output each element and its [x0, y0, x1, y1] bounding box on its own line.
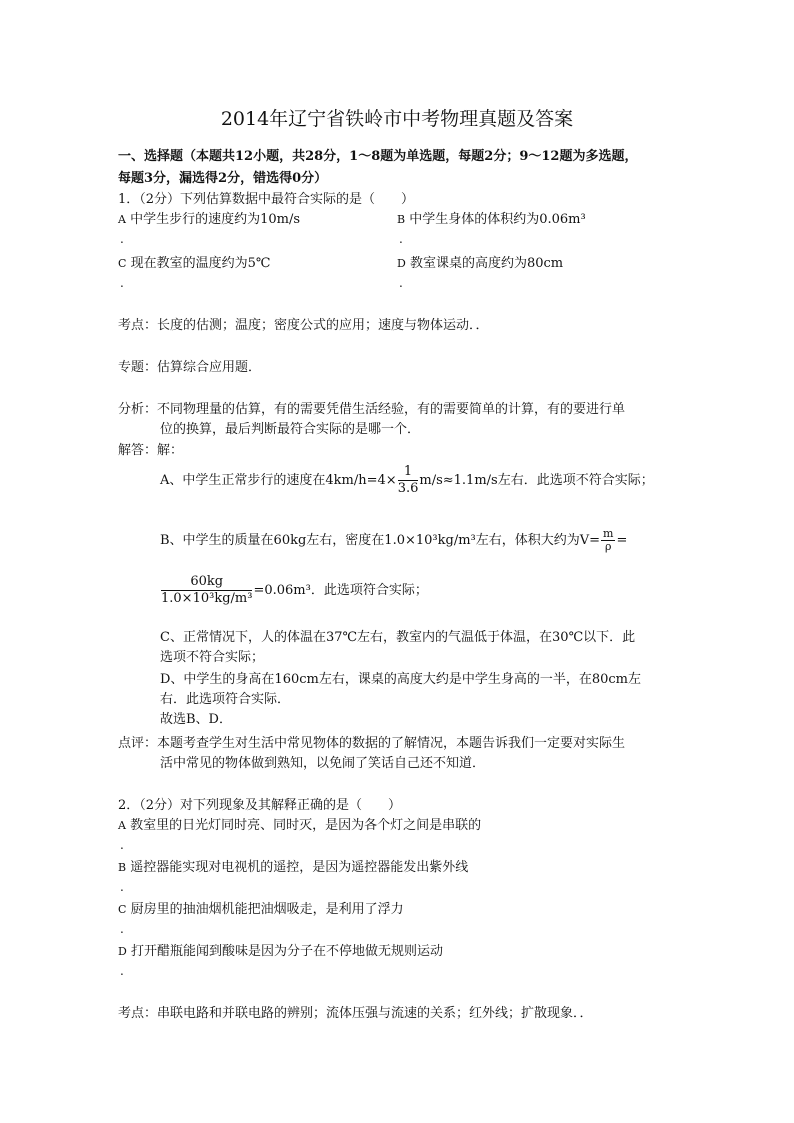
q1-option-a [118, 210, 300, 230]
q1-option-c-letter: C [118, 257, 127, 270]
fraction-1-over-3-6 [398, 464, 419, 497]
q1-answer-c-line1: C、正常情况下，人的体温在37℃左右，教室内的气温低于体温，在30℃以下．此 [160, 630, 636, 645]
q1-option-a-dot: . [120, 232, 124, 246]
q1-option-c [118, 254, 270, 274]
q1-option-b [397, 210, 586, 230]
q2-option-c-letter: C [118, 903, 127, 916]
q1-answer-d-line1: D、中学生的身高在160cm左右，课桌的高度大约是中学生身高的一半，在80cm左 [160, 672, 641, 687]
q1-answer-b [160, 528, 627, 553]
fraction-denominator: 1.0×10³kg/m³ [161, 591, 253, 606]
q1-option-a-letter: A [118, 213, 126, 226]
question-2-stem: 2．（2分）对下列现象及其解释正确的是（ ） [118, 798, 402, 813]
fraction-numerator: 1 [398, 464, 419, 481]
q1-dianping-line1: 点评：本题考查学生对生活中常见物体的数据的了解情况，本题告诉我们一定要对实际生 [118, 736, 626, 751]
fraction-60kg-over-density [161, 574, 252, 607]
q2-option-d-letter: D [118, 945, 127, 958]
q2-option-d-text: 打开醋瓶能闻到酸味是因为分子在不停地做无规则运动 [130, 944, 443, 959]
q1-option-c-text: 现在教室的温度约为5℃ [130, 256, 271, 271]
q1-fenxi-line1: 分析：不同物理量的估算，有的需要凭借生活经验，有的需要简单的计算，有的要进行单 [118, 402, 626, 417]
section-heading-line1: 一、选择题（本题共12小题，共28分，1～8题为单选题，每题2分；9～12题为多选题， [118, 149, 638, 164]
q1-option-b-dot: . [399, 232, 403, 246]
q2-option-a-text: 教室里的日光灯同时亮、同时灭，是因为各个灯之间是串联的 [130, 818, 482, 833]
q2-option-b [118, 858, 468, 878]
q1-answer-b-equals: = [616, 533, 628, 548]
fraction-numerator: 60kg [161, 574, 252, 591]
q1-fenxi-line2: 位的换算，最后判断最符合实际的是哪一个． [160, 422, 421, 437]
q2-option-b-text: 遥控器能实现对电视机的遥控，是因为遥控器能发出紫外线 [130, 860, 469, 875]
q1-answer-a [160, 464, 654, 497]
fraction-m-over-rho [601, 528, 615, 553]
q2-kaodian: 考点：串联电路和并联电路的辨别；流体压强与流速的关系；红外线；扩散现象．． [118, 1006, 593, 1021]
q1-option-d-dot: . [399, 276, 403, 290]
q1-option-d-text: 教室课桌的高度约为80cm [409, 256, 564, 271]
q2-option-b-letter: B [118, 861, 127, 874]
q2-option-d-dot: . [120, 964, 124, 978]
q1-answer-d-line2: 右．此选项符合实际． [160, 692, 291, 707]
q1-option-a-text: 中学生步行的速度约为10m/s [130, 212, 301, 227]
q1-answer-b-line: B、中学生的质量在60kg左右，密度在1.0×10³kg/m³左右，体积大约为V= [160, 533, 601, 548]
q1-dianping-line2: 活中常见的物体做到熟知，以免闹了笑话自己还不知道． [160, 756, 486, 771]
q1-guxuan: 故选B、D． [160, 712, 232, 727]
q1-option-b-text: 中学生身体的体积约为0.06m³ [409, 212, 586, 227]
q1-option-d-letter: D [397, 257, 406, 270]
q1-answer-b-continued [160, 574, 428, 607]
q2-option-a [118, 816, 481, 836]
q2-option-a-dot: . [120, 838, 124, 852]
q2-option-c-dot: . [120, 922, 124, 936]
fraction-denominator: 3.6 [397, 481, 419, 496]
q1-kaodian: 考点：长度的估测；温度；密度公式的应用；速度与物体运动．． [118, 318, 489, 333]
q1-answer-b-post: =0.06m³．此选项符合实际； [253, 583, 428, 598]
q2-option-b-dot: . [120, 880, 124, 894]
q1-option-d [397, 254, 563, 274]
page-title: 2014年辽宁省铁岭市中考物理真题及答案 [220, 108, 574, 130]
q1-option-b-letter: B [397, 213, 406, 226]
q1-option-c-dot: . [120, 276, 124, 290]
q2-option-d [118, 942, 443, 962]
q1-answer-c-line2: 选项不符合实际； [160, 650, 265, 665]
q2-option-c-text: 厨房里的抽油烟机能把油烟吸走，是利用了浮力 [130, 902, 404, 917]
q2-option-c [118, 900, 404, 920]
fraction-numerator: m [603, 527, 614, 540]
q1-answer-a-pre: A、中学生正常步行的速度在4km/h=4× [160, 473, 397, 488]
q1-jieda-label: 解答：解： [118, 443, 184, 458]
question-1-stem: 1．（2分）下列估算数据中最符合实际的是（ ） [118, 192, 415, 207]
q1-zhuanti: 专题：估算综合应用题． [118, 360, 262, 375]
section-heading-line2: 每题3分，漏选得2分，错选得0分） [118, 171, 328, 186]
q1-answer-a-post: m/s≈1.1m/s左右．此选项不符合实际； [419, 473, 654, 488]
fraction-denominator: ρ [605, 540, 612, 553]
q2-option-a-letter: A [118, 819, 126, 832]
